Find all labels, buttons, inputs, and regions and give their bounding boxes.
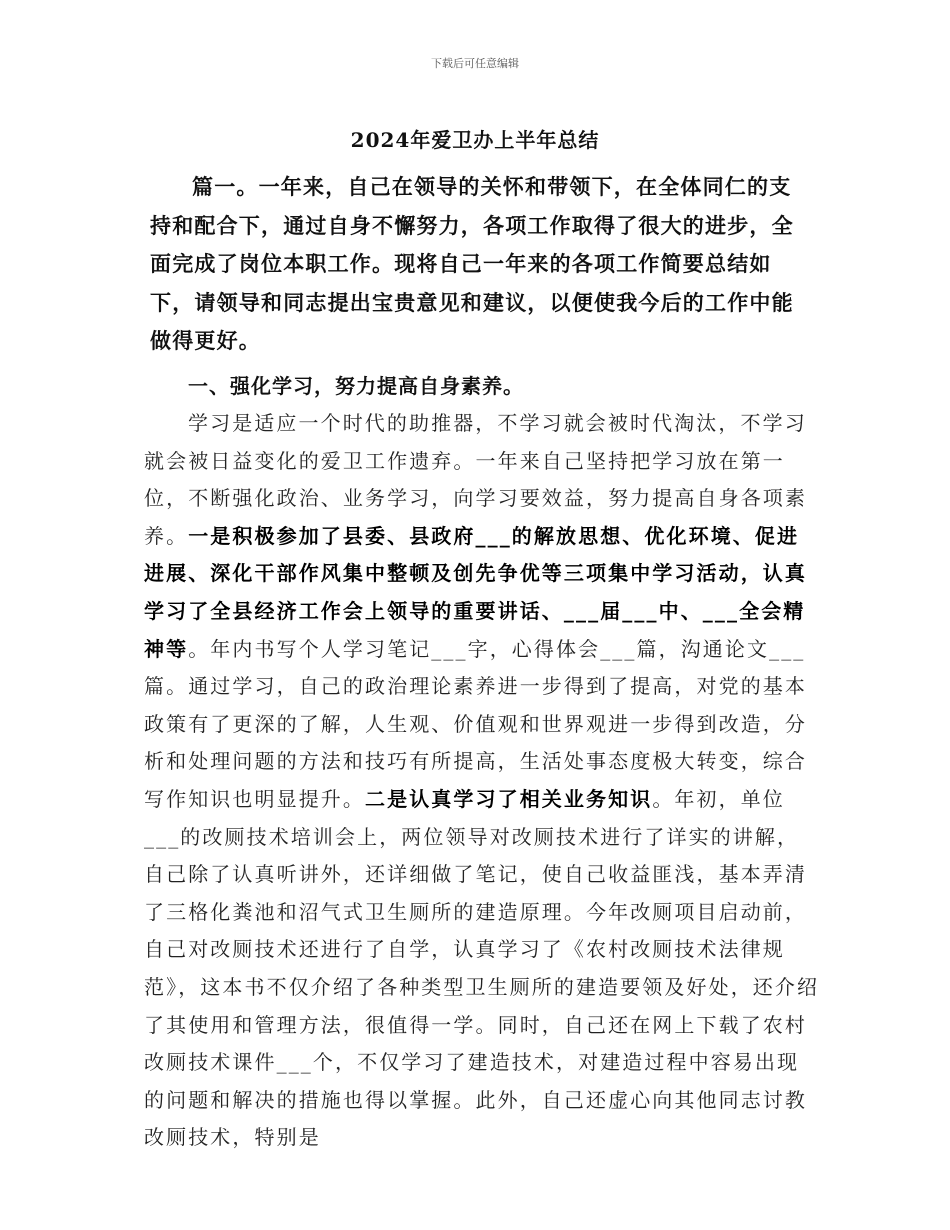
body-text-b: 。年内书写个人学习笔记___字，心得体会___篇，沟通论文___篇。通过学习，自己的政治理论素养进一步得到了提高，对党的基本政策有了更深的了解，人生观、价值观和世界观进一步得到改造，分析和处理问题的方法和技巧有所提高，生活处事态度极大转变，综合写作知识也明显提升。 <box>144 636 807 811</box>
body-text-a: 学习是适应一个时代的助推器，不学习就会被时代淘汰，不学习就会被日益变化的爱卫工作遗弃。一年来自己坚持把学习放在第一位，不断强化政治、业务学习，向学习要效益，努力提高自身各项素养。 <box>144 411 807 548</box>
document-title: 2024年爱卫办上半年总结 <box>350 128 600 152</box>
section-1-body <box>144 405 820 1157</box>
highlight-point-1: 一是积极参加了县委、县政府___的解放思想、优化环境、促进进展、深化干部作风集中整顿及创先争优等三项集中学习活动，认真学习了全县经济工作会上领导的重要讲话、___届___中、___全会精神等 <box>144 523 807 661</box>
page-header-note: 下载后可任意编辑 <box>431 57 519 70</box>
highlight-point-2: 二是认真学习了相关业务知识 <box>365 786 653 811</box>
section-heading-1: 一、强化学习，努力提高自身素养。 <box>188 374 524 398</box>
body-text-c: 。年初，单位___的改厕技术培训会上，两位领导对改厕技术进行了详实的讲解，自己除了认真听讲外，还详细做了笔记，使自己收益匪浅，基本弄清了三格化粪池和沼气式卫生厕所的建造原理。今年改厕项目启动前，自己对改厕技术还进行了自学，认真学习了《农村改厕技术法律规范》，这本书不仅介绍了各种类型卫生厕所的建造要领及好处，还介绍了其使用和管理方法，很值得一学。同时，自己还在网上下载了农村改厕技术课件___个，不仅学习了建造技术，对建造过程中容易出现的问题和解决的措施也得以掌握。此外，自己还虚心向其他同志讨教改厕技术，特别是 <box>144 786 820 1150</box>
intro-text: 篇一。一年来，自己在领导的关怀和带领下，在全体同仁的支持和配合下，通过自身不懈努力，各项工作取得了很大的进步，全面完成了岗位本职工作。现将自己一年来的各项工作简要总结如下，请领导和同志提出宝贵意见和建议，以便使我今后的工作中能做得更好。 <box>150 174 794 353</box>
intro-paragraph <box>150 168 810 361</box>
